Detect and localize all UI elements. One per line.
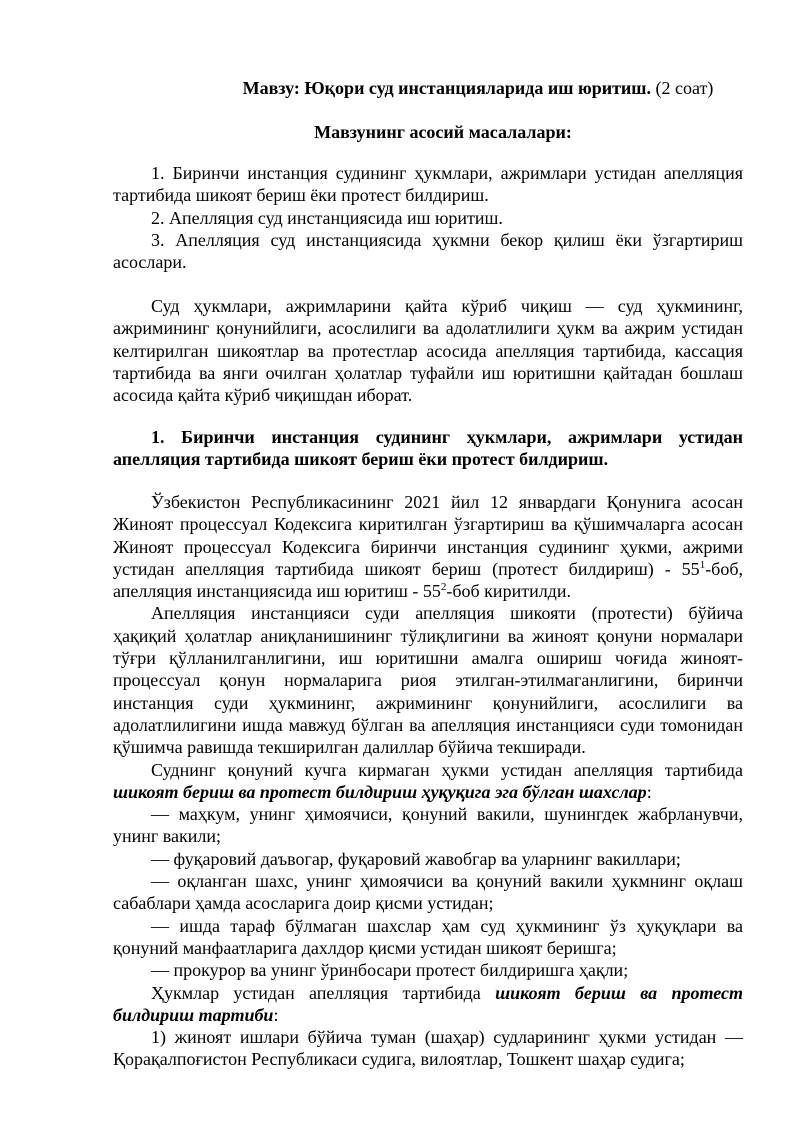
- issues-list: [113, 162, 743, 273]
- rights-text: Суднинг қонуний кучга кирмаган ҳукми устидан апелляция тартибида: [151, 759, 743, 780]
- section-heading: 1. Биринчи инстанция судининг ҳукмлари, ажримлари устидан апелляция тартибида шикоят бериш ёки протест билдириш.: [113, 427, 743, 470]
- rights-paragraph: [113, 759, 743, 804]
- person-item: — ишда тараф бўлмаган шахслар ҳам суд ҳукмининг ўз ҳуқуқлари ва қонуний манфаатларига дахлдор қисми устидан шикоят беришга;: [113, 915, 743, 958]
- person-item: — маҳкум, унинг ҳимоячиси, қонуний вакили, шунингдек жабрланувчи, унинг вакили;: [113, 804, 743, 847]
- order-emphasis: шикоят бериш ва протест билдириш тартиби: [113, 982, 743, 1025]
- appeal-court-paragraph: Апелляция инстанцияси суди апелляция шикояти (протести) бўйича ҳақиқий ҳолатлар аниқланишининг тўлиқлигини ва жиноят қонуни нормалари тўғри қўлланилганлигини, иш юритишни амалга ошириш чоғида жиноят-процессуал қонун нормаларига риоя этилган-этилмаганлигини, биринчи инстанция суди ҳукмининг, ажримининг қонунийлиги, асослилиги ва адолатлилигини ишда мавжуд бўлган ва апелляция инстанцияси суди томонидан қўшимча равишда текширилган далиллар бўйича текширади.: [113, 603, 743, 758]
- person-item: — прокурор ва унинг ўринбосари протест билдиришга ҳақли;: [151, 960, 629, 981]
- law-text-c: -боб киритилди.: [446, 581, 571, 602]
- rights-emphasis: шикоят бериш ва протест билдириш ҳуқуқига эга бўлган шахслар: [113, 781, 647, 802]
- issue-item: 1. Биринчи инстанция судининг ҳукмлари, ажримлари устидан апелляция тартибида шикоят бериш ёки протест билдириш.: [113, 163, 743, 206]
- law-text-a: Ўзбекистон Республикасининг 2021 йил 12 январдаги Қонунига асосан Жиноят процессуал Кодексига киритилган ўзгартириш ва қўшимчаларга асосан Жиноят процессуал Кодексига биринчи инстанция судининг ҳукми, ажрими устидан апелляция тартибида шикоят бериш (протест билдириш) - 55: [113, 492, 743, 579]
- title-bold: Мавзу: Юқори суд инстанцияларида иш юритиш.: [242, 78, 652, 98]
- order-item: 1) жиноят ишлари бўйича туман (шаҳар) судларининг ҳукми устидан — Қорақалпоғистон Республикаси судига, вилоятлар, Тошкент шаҳар судига;: [113, 1027, 743, 1070]
- page-title: [113, 77, 743, 99]
- order-text: Ҳукмлар устидан апелляция тартибида: [151, 982, 496, 1003]
- page-subtitle: Мавзунинг асосий масалалари:: [314, 122, 572, 142]
- body-block: [113, 491, 743, 1071]
- issue-item: 2. Апелляция суд инстанциясида иш юритиш.: [151, 207, 503, 228]
- intro-paragraph: Суд ҳукмлари, ажримларини қайта кўриб чиқиш — суд ҳукмининг, ажримининг қонунийлиги, асослилиги ва адолатлилиги ҳукм ва ажрим устидан келтирилган шикоятлар ва протестлар асосида апелляция тартибида, кассация тартибида ва янги очилган ҳолатлар туфайли иш юритишни қайтадан бошлаш асосида қайта кўриб чиқишдан иборат.: [113, 296, 743, 406]
- order-colon: :: [273, 1004, 279, 1025]
- rights-colon: :: [646, 781, 652, 802]
- chapter-superscript-a: 1: [699, 558, 706, 571]
- order-paragraph: [113, 982, 743, 1027]
- intro-block: [113, 295, 743, 406]
- chapter-superscript-b: 2: [440, 581, 447, 594]
- section-heading-block: [113, 426, 743, 471]
- person-item: — фуқаровий даъвогар, фуқаровий жавобгар ва уларнинг вакиллари;: [151, 848, 681, 869]
- title-hours: (2 соат): [651, 78, 714, 98]
- law-text-b: -боб, апелляция инстанциясида иш юритиш - 55: [113, 558, 743, 602]
- person-item: — оқланган шахс, унинг ҳимоячиси ва қонуний вакили ҳукмнинг оқлаш сабаблари ҳамда асосларига доир қисми устидан;: [113, 871, 743, 914]
- issue-item: 3. Апелляция суд инстанциясида ҳукмни бекор қилиш ёки ўзгартириш асослари.: [113, 229, 743, 273]
- law-paragraph: [113, 491, 743, 602]
